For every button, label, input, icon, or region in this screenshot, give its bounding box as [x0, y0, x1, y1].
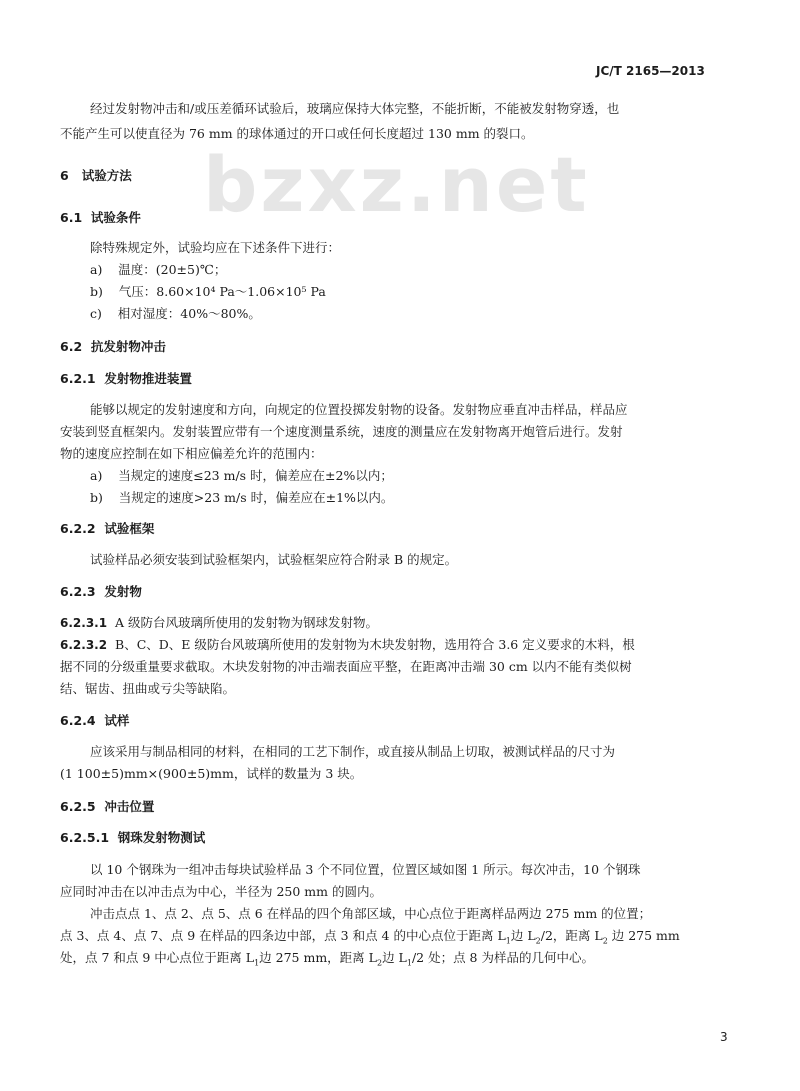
clause-6-2-3-1 [60, 613, 378, 633]
section-title: 试验方法 [81, 168, 132, 183]
section-number: 6.2 [60, 339, 83, 354]
intro-line-1: 经过发射物冲击和/或压差循环试验后，玻璃应保持大体完整，不能折断，不能被发射物穿透，也 [90, 101, 620, 116]
section-number: 6 [60, 168, 69, 183]
section-number: 6.2.5 [60, 799, 96, 814]
paragraph-line: 据不同的分级重量要求截取。木块发射物的冲击端表面应平整，在距离冲击端 30 cm 以内不能有类似树 [60, 659, 632, 674]
section-title: 试样 [104, 713, 130, 728]
section-title: 发射物 [104, 584, 142, 599]
item-label: a) [90, 468, 103, 483]
section-title: 试验条件 [90, 210, 141, 225]
item-label: b) [90, 284, 103, 299]
item-label: c) [90, 306, 102, 321]
section-6-2-5-heading [60, 797, 154, 815]
paragraph-line: 应该采用与制品相同的材料，在相同的工艺下制作，或直接从制品上切取，被测试样品的尺寸为 [90, 744, 616, 759]
section-title: 抗发射物冲击 [90, 339, 166, 354]
section-6-2-heading [60, 337, 166, 355]
list-item [90, 488, 393, 507]
paragraph-line: 能够以规定的发射速度和方向，向规定的位置投掷发射物的设备。发射物应垂直冲击样品，样品应 [90, 402, 628, 417]
section-number: 6.2.1 [60, 371, 96, 386]
paragraph-line: 点 3、点 4、点 7、点 9 在样品的四条边中部，点 3 和点 4 的中心点位于距离 $L_1$边 $L_2/2$，距离 $L_2$ 边 275 mm [60, 928, 680, 946]
item-label: b) [90, 490, 103, 505]
paragraph-line: 物的速度应控制在如下相应偏差允许的范围内： [60, 446, 323, 461]
list-item [90, 260, 226, 279]
clause-text: A 级防台风玻璃所使用的发射物为钢球发射物。 [115, 615, 379, 630]
section-title: 试验框架 [104, 521, 155, 536]
section-title: 冲击位置 [104, 799, 155, 814]
conditions-lead: 除特殊规定外，试验均应在下述条件下进行： [90, 240, 341, 255]
section-6-2-5-1-heading [60, 828, 205, 846]
section-6-1-heading [60, 208, 141, 226]
section-6-2-3-heading [60, 582, 142, 600]
section-number: 6.2.5.1 [60, 830, 110, 845]
section-number: 6.2.4 [60, 713, 96, 728]
list-item [90, 304, 261, 323]
standard-code: JC/T 2165—2013 [596, 64, 705, 78]
paragraph-line: 结、锯齿、扭曲或亏尖等缺陷。 [60, 681, 236, 696]
item-text: 温度：(20±5)℃； [118, 262, 227, 277]
item-text: 相对湿度：40%～80%。 [117, 306, 261, 321]
paragraph-line: 应同时冲击在以冲击点为中心，半径为 250 mm 的圆内。 [60, 884, 382, 899]
section-number: 6.1 [60, 210, 83, 225]
clause-6-2-3-2 [60, 635, 635, 655]
item-text: 当规定的速度≤23 m/s 时，偏差应在±2%以内； [118, 468, 393, 483]
page-number: 3 [720, 1030, 728, 1044]
section-6-2-2-heading [60, 519, 154, 537]
clause-number: 6.2.3.2 [60, 638, 108, 652]
section-6-2-1-heading [60, 369, 192, 387]
watermark: bzxz.net [203, 140, 590, 229]
paragraph-line: 安装到竖直框架内。发射装置应带有一个速度测量系统，速度的测量应在发射物离开炮管后进行。发射 [60, 424, 623, 439]
section-title: 发射物推进装置 [104, 371, 192, 386]
section-title: 钢珠发射物测试 [117, 830, 206, 845]
section-number: 6.2.2 [60, 521, 96, 536]
paragraph-line: 试验样品必须安装到试验框架内，试验框架应符合附录 B 的规定。 [90, 552, 458, 567]
list-item [90, 282, 326, 301]
section-number: 6.2.3 [60, 584, 96, 599]
section-6-2-4-heading [60, 711, 129, 729]
paragraph-line: 处，点 7 和点 9 中心点位于距离 $L_1$边 275 mm，距离 $L_2$边 $L_1/2$ 处；点 8 为样品的几何中心。 [60, 950, 594, 968]
item-text: 气压：8.60×10⁴ Pa～1.06×10⁵ Pa [118, 284, 326, 299]
paragraph-line: (1 100±5)mm×(900±5)mm，试样的数量为 3 块。 [60, 766, 363, 781]
item-label: a) [90, 262, 103, 277]
item-text: 当规定的速度>23 m/s 时，偏差应在±1%以内。 [118, 490, 394, 505]
intro-line-2: 不能产生可以使直径为 76 mm 的球体通过的开口或任何长度超过 130 mm 的裂口。 [60, 126, 534, 141]
paragraph-line: 冲击点点 1、点 2、点 5、点 6 在样品的四个角部区域，中心点位于距离样品两边 275 mm 的位置； [90, 906, 652, 921]
clause-text: B、C、D、E 级防台风玻璃所使用的发射物为木块发射物，选用符合 3.6 定义要求的木料，根 [115, 637, 635, 652]
clause-number: 6.2.3.1 [60, 616, 108, 630]
section-6-heading [60, 166, 132, 184]
paragraph-line: 以 10 个钢珠为一组冲击每块试验样品 3 个不同位置，位置区域如图 1 所示。每次冲击，10 个钢珠 [90, 862, 641, 877]
list-item [90, 466, 393, 485]
